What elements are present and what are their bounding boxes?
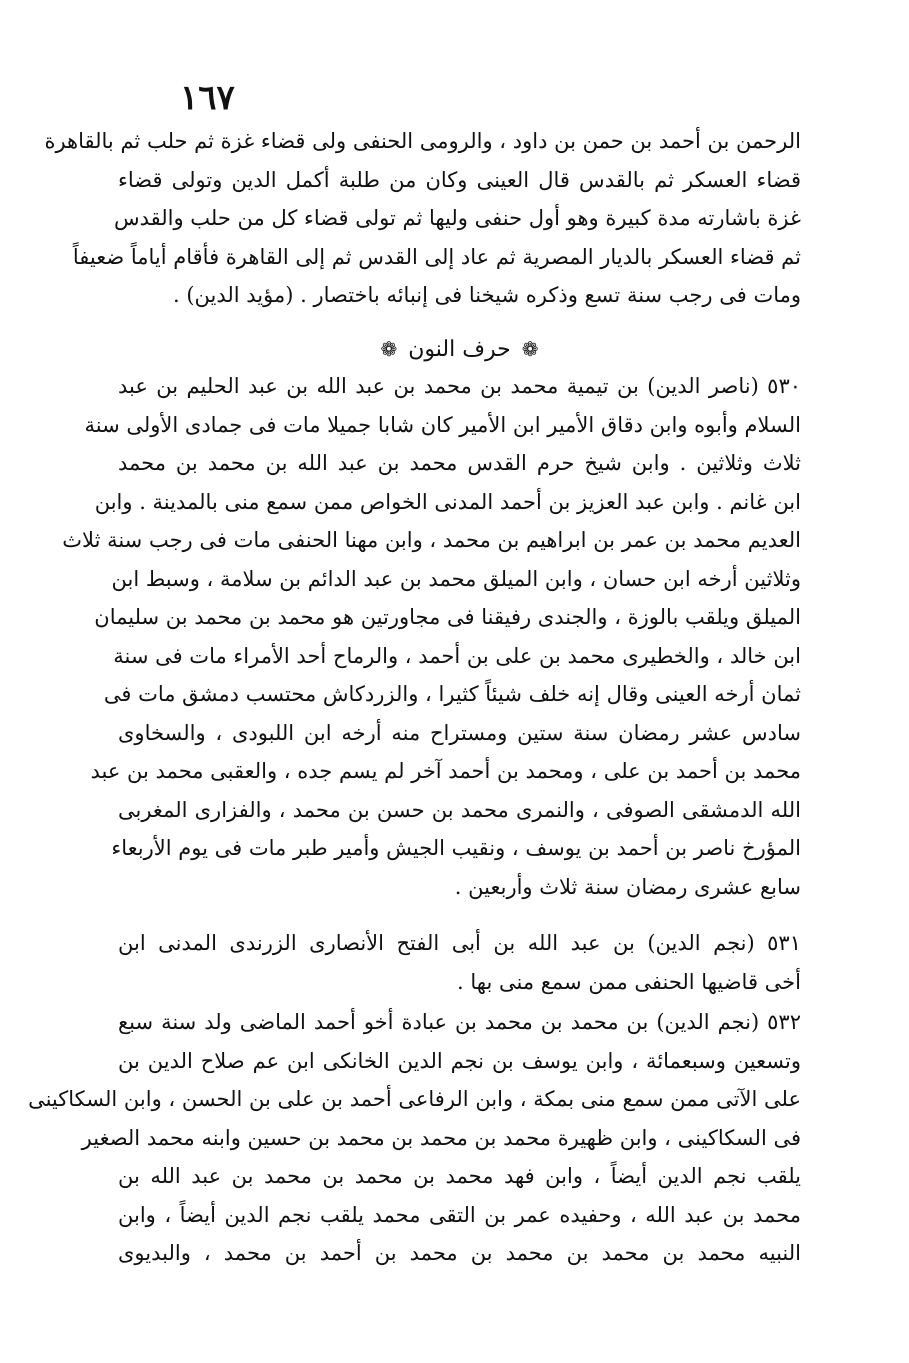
text-line: ومات فى رجب سنة تسع وذكره شيخنا فى إنبائه باختصار . (مؤيد الدين) .	[172, 283, 801, 307]
chapter-heading-title: حرف النون	[408, 337, 511, 362]
text-line: ٥٣٠ (ناصر الدين) بن تيمية محمد بن محمد بن عبد الله بن عبد الحليم بن عبد	[118, 374, 802, 398]
entry-continuation-paragraph	[44, 122, 801, 315]
text-line: غزة باشارته مدة كبيرة وهو أول حنفى وليها ثم تولى قضاء كل من حلب والقدس	[113, 206, 801, 230]
text-line: محمد بن عبد الله ، وحفيده عمر بن التقى محمد يلقب نجم الدين أيضاً ، وابن	[118, 1202, 801, 1227]
text-line: فى السكاكينى ، وابن ظهيرة محمد بن محمد بن محمد بن حسين وابنه محمد الصغير	[81, 1125, 801, 1150]
text-line: المؤرخ ناصر بن أحمد بن يوسف ، ونقيب الجيش وأمير طبر مات فى يوم الأربعاء	[111, 836, 801, 860]
text-line: ثلاث وثلاثين . وابن شيخ حرم القدس محمد بن عبد الله بن محمد بن محمد	[118, 451, 801, 475]
text-line: الرحمن بن أحمد بن حمن بن داود ، والرومى الحنفى ولى قضاء غزة ثم حلب ثم بالقاهرة	[44, 129, 801, 153]
text-line: سابع عشرى رمضان سنة ثلاث وأربعين .	[454, 874, 801, 899]
text-line: الله الدمشقى الصوفى ، والنمرى محمد بن حسن بن محمد ، والفزارى المغربى	[118, 797, 801, 822]
text-line: الميلق ويلقب بالوزة ، والجندى رفيقنا فى مجاورتين هو محمد بن محمد بن سليمان	[94, 605, 801, 629]
text-line: على الآتى ممن سمع منى بمكة ، وابن الرفاعى أحمد بن على بن الحسن ، وابن السكاكينى	[28, 1087, 801, 1111]
entry-531-paragraph	[118, 924, 801, 1001]
entry-530-paragraph	[62, 367, 802, 906]
text-line: النبيه محمد بن محمد بن محمد بن محمد بن أحمد بن محمد ، والبديوى	[118, 1241, 801, 1265]
text-line: ابن خالد ، والخطيرى محمد بن على بن أحمد ، والرماح أحد الأمراء مات فى سنة	[113, 643, 801, 668]
text-line: وثلاثين أرخه ابن حسان ، وابن الميلق محمد بن عبد الدائم بن سلامة ، وسبط ابن	[111, 566, 801, 591]
text-line: ثمان أرخه العينى وقال إنه خلف شيئاً كثيرا ، والزردكاش محتسب دمشق مات فى	[103, 682, 801, 706]
text-line: ٥٣٢ (نجم الدين) بن محمد بن محمد بن عبادة أخو أحمد الماضى ولد سنة سبع	[118, 1010, 801, 1034]
chapter-heading	[118, 330, 801, 368]
text-line: العديم محمد بن عمر بن ابراهيم بن محمد ، وابن مهنا الحنفى مات فى رجب سنة ثلاث	[62, 528, 801, 552]
ornament-icon: ❁	[521, 337, 539, 361]
text-line: وتسعين وسبعمائة ، وابن يوسف بن نجم الدين الخانكى ابن عم صلاح الدين بن	[118, 1048, 801, 1073]
text-line: السلام وأبوه وابن دقاق الأمير ابن الأمير كان شابا جميلا مات فى جمادى الأولى سنة	[84, 412, 801, 437]
text-line: قضاء العسكر ثم بالقدس قال العينى وكان من طلبة أكمل الدين وتولى قضاء	[118, 167, 801, 192]
text-line: محمد بن أحمد بن على ، ومحمد بن أحمد آخر لم يسم جده ، والعقبى محمد بن عبد	[90, 759, 801, 783]
ornament-icon: ❁	[380, 337, 398, 361]
text-line: يلقب نجم الدين أيضاً ، وابن فهد محمد بن محمد بن محمد بن عبد الله بن	[118, 1164, 801, 1188]
entry-532-paragraph	[28, 1003, 801, 1273]
text-line: أخى قاضيها الحنفى ممن سمع منى بها .	[457, 969, 801, 994]
text-line: ٥٣١ (نجم الدين) بن عبد الله بن أبى الفتح الأنصارى الزرندى المدنى ابن	[118, 931, 801, 955]
text-line: ثم قضاء العسكر بالديار المصرية ثم عاد إلى القدس ثم إلى القاهرة فأقام أياماً ضعيفاً	[72, 244, 801, 269]
text-line: سادس عشر رمضان سنة ستين ومستراح منه أرخه ابن اللبودى ، والسخاوى	[118, 720, 801, 745]
text-line: ابن غانم . وابن عبد العزيز بن أحمد المدنى الخواص ممن سمع منى بالمدينة . وابن	[94, 489, 801, 514]
page-number: ١٦٧	[180, 78, 235, 118]
